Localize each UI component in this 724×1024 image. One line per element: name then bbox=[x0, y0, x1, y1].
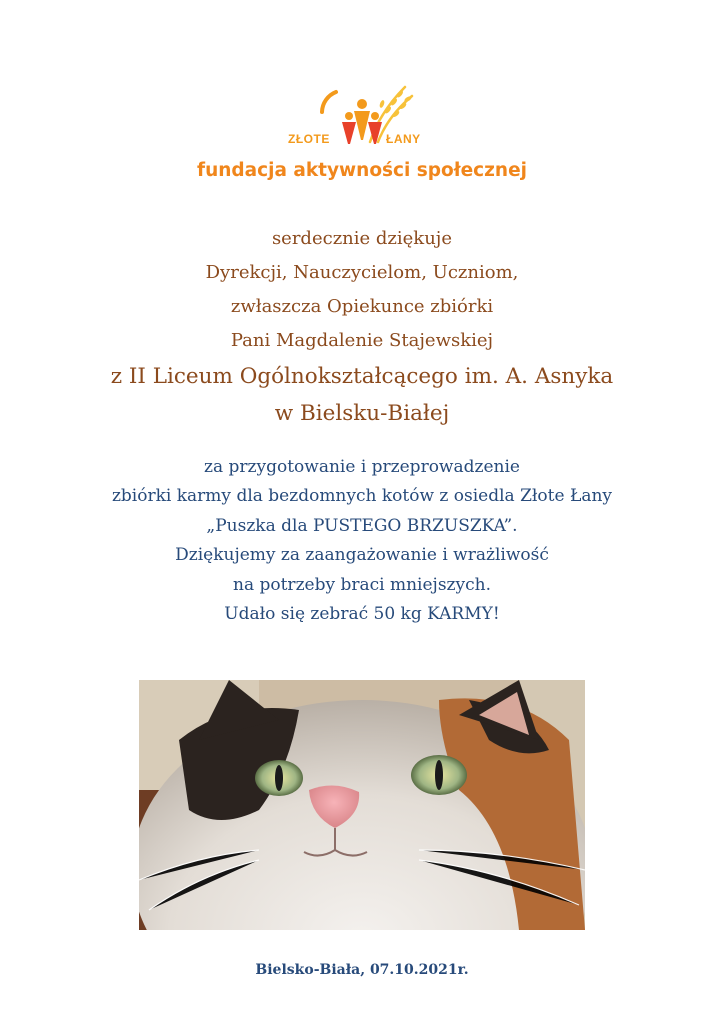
thanks-line: Dyrekcji, Nauczycielom, Uczniom, bbox=[205, 262, 519, 283]
logo-word-left: ZŁOTE bbox=[288, 132, 330, 146]
cat-photo bbox=[139, 680, 585, 930]
logo-word-right: ŁANY bbox=[386, 132, 421, 146]
thanks-line-city: w Bielsku-Białej bbox=[274, 401, 450, 426]
cat-face-image bbox=[139, 680, 585, 930]
thanks-line: zwłaszcza Opiekunce zbiórki bbox=[230, 296, 494, 317]
message-line: Udało się zebrać 50 kg KARMY! bbox=[224, 604, 500, 625]
message-line: za przygotowanie i przeprowadzenie bbox=[204, 457, 520, 477]
thanks-line-school: z II Liceum Ogólnokształcącego im. A. Asnyka bbox=[110, 364, 614, 389]
message-line: „Puszka dla PUSTEGO BRZUSZKA”. bbox=[206, 515, 518, 536]
message-block bbox=[0, 453, 724, 629]
footer-place-date: Bielsko-Biała, 07.10.2021r. bbox=[255, 962, 469, 978]
foundation-subtitle: fundacja aktywności społecznej bbox=[197, 160, 527, 181]
message-line: na potrzeby braci mniejszych. bbox=[233, 574, 491, 595]
thanks-line: serdecznie dziękuje bbox=[271, 228, 453, 249]
message-line: Dziękujemy za zaangażowanie i wrażliwość bbox=[175, 545, 549, 566]
foundation-logo bbox=[270, 82, 450, 154]
thanks-line: Pani Magdalenie Stajewskiej bbox=[230, 330, 494, 351]
thanks-block bbox=[0, 222, 724, 432]
message-line: zbiórki karmy dla bezdomnych kotów z osiedla Złote Łany bbox=[111, 486, 613, 507]
